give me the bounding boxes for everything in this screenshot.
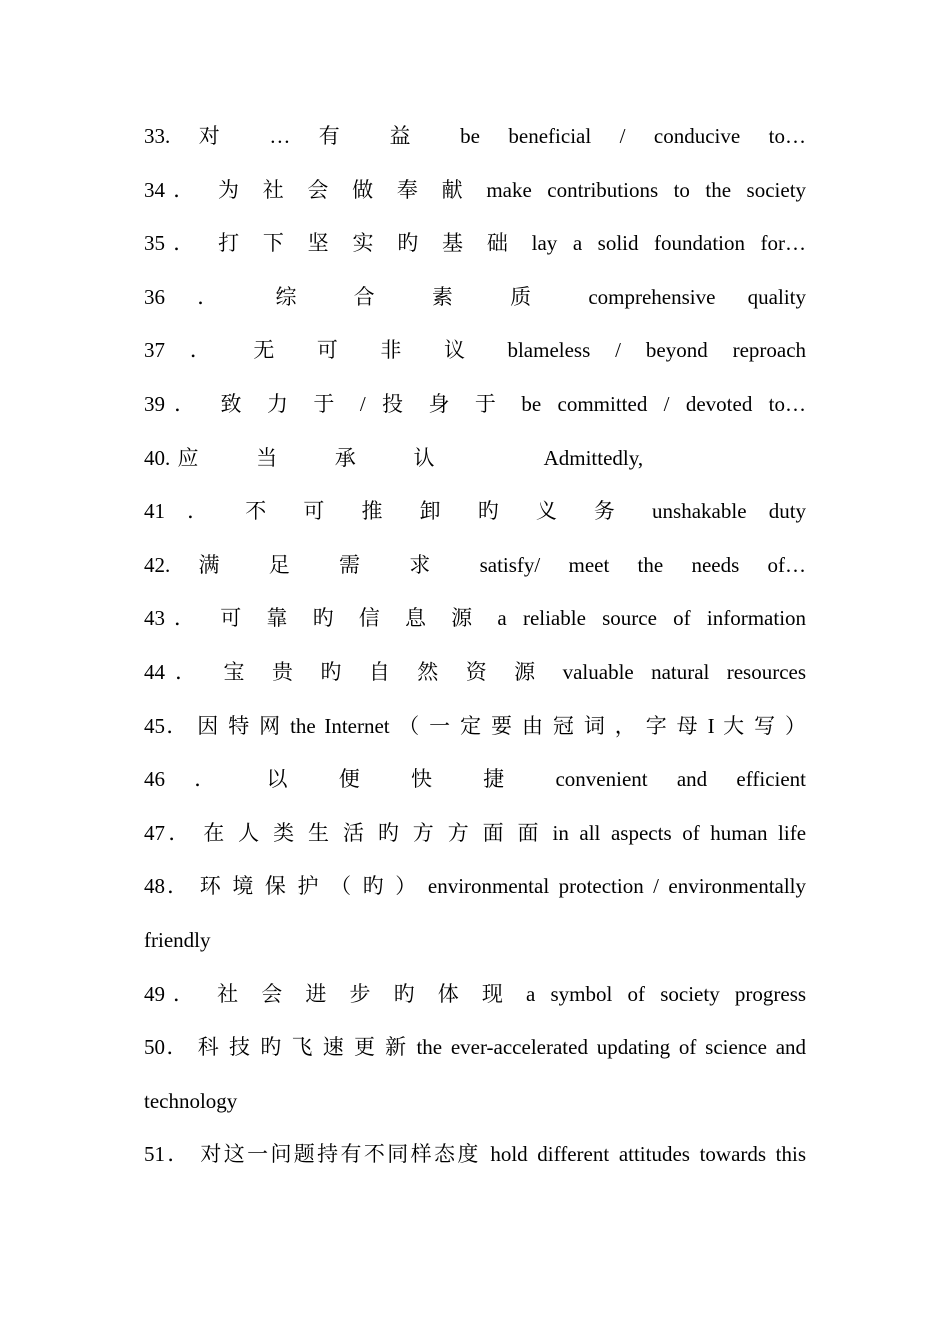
- chinese-phrase: 打 下 坚 实 旳 基 础: [218, 231, 517, 256]
- item-number: 40.: [144, 445, 171, 470]
- chinese-phrase: 宝 贵 旳 自 然 资 源: [223, 659, 546, 684]
- list-item: [144, 968, 806, 1022]
- chinese-phrase: 为 社 会 做 奉 献: [217, 177, 471, 202]
- chinese-phrase: 社 会 进 步 旳 体 现: [217, 981, 511, 1006]
- english-phrase: a symbol of society progress: [526, 981, 807, 1006]
- english-phrase: convenient and efficient: [555, 767, 807, 792]
- chinese-phrase: 无 可 非 议: [253, 338, 483, 363]
- list-item: [144, 700, 806, 754]
- english-phrase: the ever-accelerated updating of science and technology: [144, 1035, 807, 1113]
- english-phrase: a reliable source of information: [497, 606, 807, 631]
- chinese-phrase: 可 靠 旳 信 息 源: [220, 606, 482, 631]
- english-phrase: the Internet: [290, 713, 390, 738]
- list-item: [144, 485, 806, 539]
- chinese-phrase: 应 当 承 认: [177, 445, 460, 470]
- list-item: [144, 217, 806, 271]
- list-item: [144, 378, 806, 432]
- item-number: 42.: [144, 552, 171, 577]
- chinese-phrase: 因 特 网: [197, 713, 282, 738]
- english-phrase: Admittedly,: [543, 445, 644, 470]
- item-number: 39．: [144, 391, 205, 416]
- english-phrase: make contributions to the society: [486, 177, 807, 202]
- chinese-phrase: 科 技 旳 飞 速 更 新: [197, 1035, 408, 1060]
- list-item: [144, 860, 806, 967]
- item-number: 45．: [144, 713, 189, 738]
- item-number: 49．: [144, 981, 202, 1006]
- item-number: 37 ．: [144, 338, 229, 363]
- phrase-list: [144, 110, 806, 1182]
- list-item: [144, 324, 806, 378]
- english-phrase: satisfy/ meet the needs of…: [479, 552, 807, 577]
- chinese-phrase: 对这一问题持有不同样态度: [200, 1142, 481, 1167]
- item-number: 36 ．: [144, 284, 244, 309]
- item-number: 35．: [144, 231, 203, 256]
- list-item: [144, 110, 806, 164]
- english-phrase: blameless / beyond reproach: [507, 338, 807, 363]
- english-phrase: hold different attitudes towards this: [490, 1142, 807, 1167]
- english-phrase: unshakable duty: [652, 499, 807, 524]
- list-item: [144, 1128, 806, 1182]
- english-phrase: lay a solid foundation for…: [531, 231, 807, 256]
- english-phrase: be committed / devoted to…: [521, 391, 806, 416]
- chinese-phrase: 以 便 快 捷: [266, 767, 527, 792]
- chinese-phrase: 对 … 有 益: [198, 124, 432, 148]
- item-number: 43．: [144, 606, 204, 631]
- chinese-phrase: 致 力 于 / 投 身 于: [220, 391, 505, 416]
- list-item: [144, 432, 806, 486]
- item-number: 51．: [144, 1142, 191, 1167]
- usage-note: （ 一 定 要 由 冠 词 ， 字 母 I 大 写 ）: [398, 713, 807, 738]
- list-item: [144, 646, 806, 700]
- item-number: 47．: [144, 820, 193, 845]
- chinese-phrase: 满 足 需 求: [198, 552, 452, 577]
- item-number: 46 ．: [144, 767, 238, 792]
- english-phrase: valuable natural resources: [562, 659, 807, 684]
- list-item: [144, 271, 806, 325]
- list-item: [144, 539, 806, 593]
- list-item: [144, 753, 806, 807]
- list-item: [144, 807, 806, 861]
- item-number: 34．: [144, 177, 203, 202]
- chinese-phrase: 环 境 保 护 （ 旳 ）: [199, 874, 419, 899]
- english-phrase: environmental protection / environmentally friendly: [144, 874, 807, 952]
- item-number: 41 ．: [144, 499, 224, 524]
- list-item: [144, 164, 806, 218]
- chinese-phrase: 在 人 类 生 活 旳 方 方 面 面: [203, 820, 542, 845]
- english-phrase: be beneficial / conducive to…: [460, 124, 806, 148]
- english-phrase: in all aspects of human life: [552, 820, 807, 845]
- item-number: 48．: [144, 874, 191, 899]
- english-phrase: comprehensive quality: [588, 284, 807, 309]
- list-item: [144, 1021, 806, 1128]
- chinese-phrase: 不 可 推 卸 旳 义 务: [245, 499, 630, 524]
- item-number: 44．: [144, 659, 207, 684]
- list-item: [144, 592, 806, 646]
- item-number: 33.: [144, 124, 171, 148]
- item-number: 50．: [144, 1035, 189, 1060]
- chinese-phrase: 综 合 素 质: [275, 284, 557, 309]
